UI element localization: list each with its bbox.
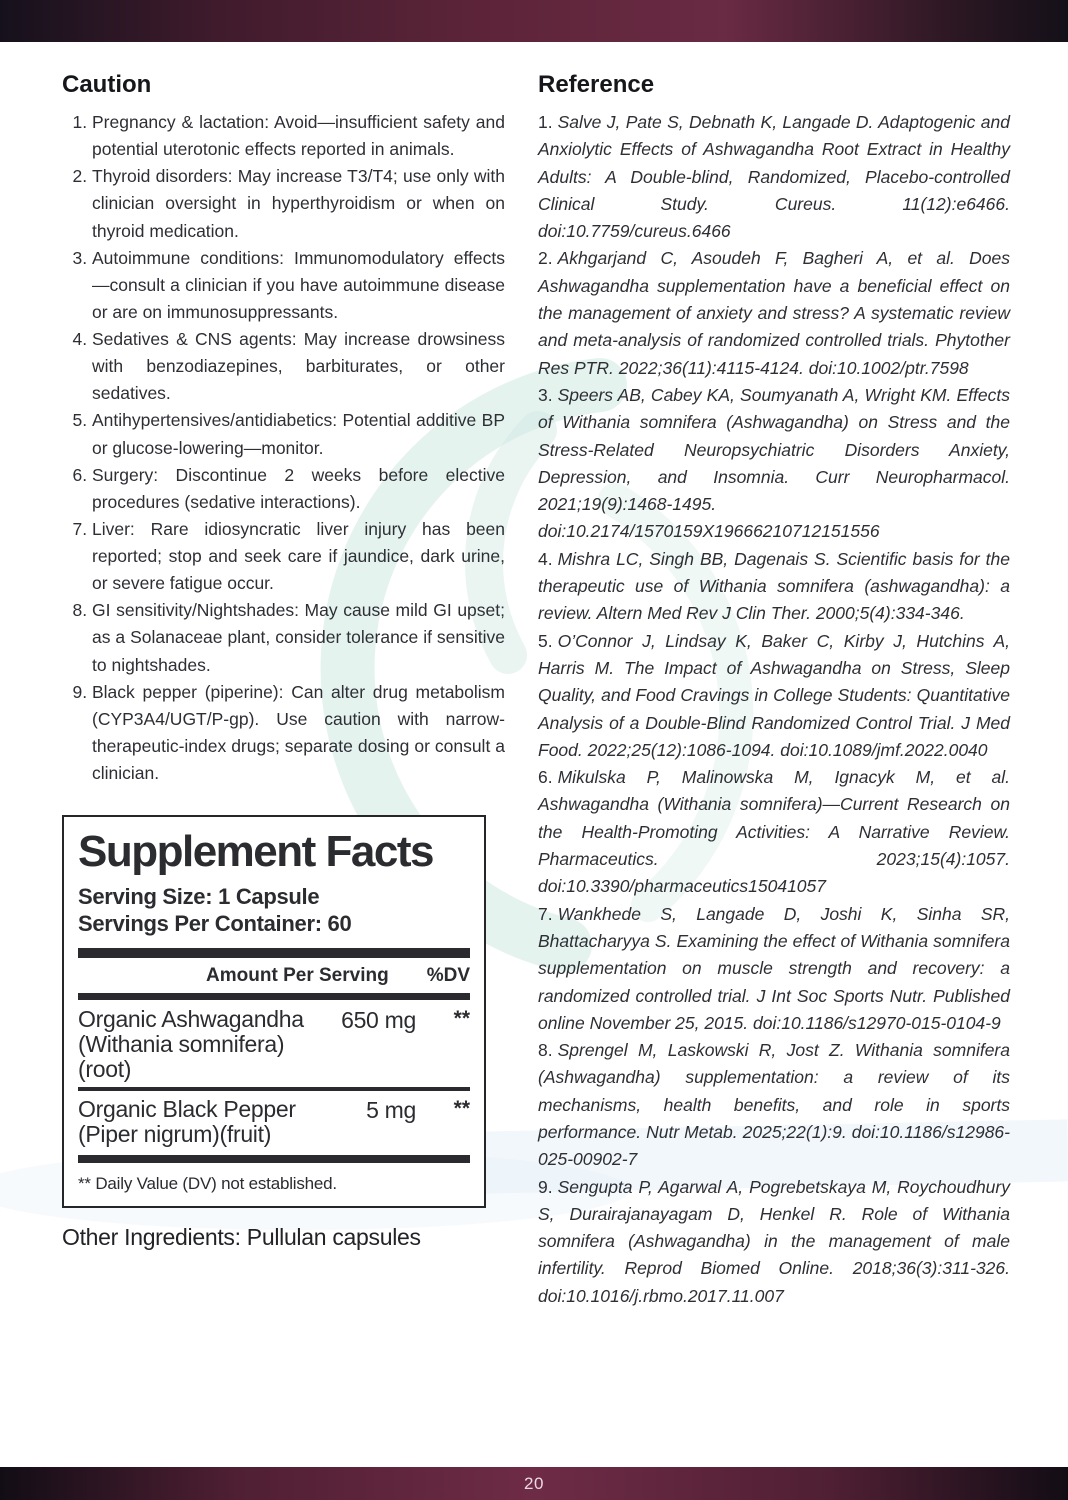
page-number: 20: [524, 1473, 544, 1493]
ingredient-amount: 650 mg: [341, 1006, 416, 1033]
caution-list: [62, 109, 505, 787]
divider-bar: [78, 1155, 470, 1163]
reference-number: 1.: [538, 112, 553, 132]
facts-title: Supplement Facts: [78, 827, 433, 877]
caution-item: 9. Black pepper (piperine): Can alter drug metabolism (CYP3A4/UGT/P-gp). Use caution with narrow-therapeutic-index drugs; separate dosing or consult a clinician.: [92, 679, 505, 788]
reference-text: O’Connor J, Lindsay K, Baker C, Kirby J, Hutchins A, Harris M. The Impact of Ashwagandha on Stress, Sleep Quality, and Food Cravings in College Students: Quantitative Analysis of a Double-Blind Randomized Control Trial. J Med Food. 2022;25(12):1086-1094. doi:10.1089/jmf.2022.0040: [538, 630, 1010, 760]
caution-item: 6. Surgery: Discontinue 2 weeks before elective procedures (sedative interactions).: [92, 462, 505, 516]
reference-item: [538, 546, 1010, 628]
serving-size: Serving Size: 1 Capsule: [78, 883, 320, 909]
facts-header-row: [78, 963, 470, 989]
ingredient-row: [78, 1095, 470, 1151]
reference-text: Salve J, Pate S, Debnath K, Langade D. Adaptogenic and Anxiolytic Effects of Ashwagandha Root Extract in Healthy Adults: A Double-blind, Randomized, Placebo-controlled Clinical Study. Cureus. 11(12):e6466. doi:10.7759/cureus.6466: [538, 112, 1010, 242]
caution-item: 7. Liver: Rare idiosyncratic liver injury has been reported; stop and seek care if jaundice, dark urine, or severe fatigue occur.: [92, 516, 505, 597]
reference-number: 3.: [538, 384, 553, 405]
caution-item: 1. Pregnancy & lactation: Avoid—insufficient safety and potential uterotonic effects reported in animals.: [92, 109, 505, 163]
ingredient-name: Organic Black Pepper: [78, 1096, 296, 1123]
page-footer-bar: [0, 1467, 1068, 1500]
caution-item: 8. GI sensitivity/Nightshades: May cause mild GI upset; as a Solanaceae plant, consider tolerance if sensitive to nightshades.: [92, 597, 505, 678]
divider-bar: [78, 948, 470, 958]
reference-text: Speers AB, Cabey KA, Soumyanath A, Wright KM. Effects of Withania somnifera (Ashwagandha) on Stress and the Stress-Related Neuropsychiatric Disorders Anxiety, Depression, and Insomnia. Curr Neuropharmacol. 2021;19(9):1468-1495. doi:10.2174/1570159X19666210712151556: [538, 384, 1010, 542]
top-border-bar: [0, 0, 1068, 42]
ingredient-detail: (Piper nigrum)(fruit): [78, 1121, 272, 1148]
divider-bar: [78, 1087, 470, 1091]
reference-item: [538, 1174, 1010, 1310]
ingredient-dv: **: [453, 1097, 470, 1121]
reference-number: 9.: [538, 1176, 553, 1197]
reference-item: [538, 628, 1010, 764]
reference-text: Mikulska P, Malinowska M, Ignacyk M, et al. Ashwagandha (Withania somnifera)—Current Research on the Health-Promoting Activities: A Narrative Review. Pharmaceutics. 2023;15(4):1057. doi:10.3390/pharmaceutics15041057: [538, 767, 1010, 897]
reference-item: [538, 245, 1010, 381]
ingredient-detail: (Withania somnifera)(root): [78, 1030, 285, 1082]
page-content: [0, 42, 1068, 1467]
reference-number: 2.: [538, 248, 553, 269]
reference-column: [538, 71, 1010, 1467]
reference-number: 6.: [538, 767, 553, 788]
caution-heading: Caution: [62, 71, 152, 98]
other-ingredients: Other Ingredients: Pullulan capsules: [62, 1224, 421, 1251]
reference-number: 7.: [538, 903, 553, 924]
dv-footnote: ** Daily Value (DV) not established.: [78, 1174, 337, 1194]
divider-bar: [78, 993, 470, 1000]
reference-heading: Reference: [538, 71, 655, 98]
reference-item: [538, 901, 1010, 1037]
supplement-facts-label: [62, 815, 486, 1208]
reference-item: [538, 1037, 1010, 1173]
ingredient-row: [78, 1005, 470, 1085]
caution-item: 3. Autoimmune conditions: Immunomodulatory effects—consult a clinician if you have autoimmune disease or are on immunosuppressants.: [92, 245, 505, 326]
ingredient-dv: **: [453, 1006, 470, 1030]
caution-column: [62, 71, 505, 1467]
servings-per-container: Servings Per Container: 60: [78, 911, 352, 937]
ingredient-amount: 5 mg: [366, 1097, 416, 1124]
reference-text: Sprengel M, Laskowski R, Jost Z. Withania somnifera (Ashwagandha) supplementation: a review of its mechanisms, health benefits, and role in sports performance. Nutr Metab. 2025;22(1):9. doi:10.1186/s12986-025-00902-7: [538, 1040, 1010, 1170]
caution-item: 5. Antihypertensives/antidiabetics: Potential additive BP or glucose-lowering—monitor.: [92, 407, 505, 461]
reference-text: Mishra LC, Singh BB, Dagenais S. Scientific basis for the therapeutic use of Withania somnifera (ashwagandha): a review. Altern Med Rev J Clin Ther. 2000;5(4):334-346.: [538, 548, 1010, 624]
caution-item: 4. Sedatives & CNS agents: May increase drowsiness with benzodiazepines, barbiturates, or other sedatives.: [92, 326, 505, 407]
reference-item: [538, 382, 1010, 546]
reference-item: [538, 764, 1010, 900]
reference-number: 4.: [538, 548, 553, 569]
reference-text: Sengupta P, Agarwal A, Pogrebetskaya M, Roychoudhury S, Durairajanayagam D, Henkel R. Role of Withania somnifera (Ashwagandha) in the management of male infertility. Reprod Biomed Online. 2018;36(3):311-326. doi:10.1016/j.rbmo.2017.11.007: [538, 1176, 1010, 1306]
reference-number: 8.: [538, 1040, 553, 1061]
caution-item: 2. Thyroid disorders: May increase T3/T4; use only with clinician oversight in hyperthyroidism or when on thyroid medication.: [92, 163, 505, 244]
reference-text: Wankhede S, Langade D, Joshi K, Sinha SR, Bhattacharyya S. Examining the effect of Withania somnifera supplementation on muscle strength and recovery: a randomized controlled trial. J Int Soc Sports Nutr. Published online November 25, 2015. doi:10.1186/s12970-015-0104-9: [538, 903, 1010, 1033]
ingredient-name: Organic Ashwagandha: [78, 1005, 304, 1032]
amount-per-serving-header: Amount Per Serving: [206, 964, 389, 986]
reference-number: 5.: [538, 630, 553, 651]
reference-text: Akhgarjand C, Asoudeh F, Bagheri A, et al. Does Ashwagandha supplementation have a beneficial effect on the management of anxiety and stress? A systematic review and meta-analysis of randomized controlled trials. Phytother Res PTR. 2022;36(11):4115-4124. doi:10.1002/ptr.7598: [538, 248, 1010, 378]
dv-header: %DV: [426, 964, 470, 986]
reference-item: [538, 109, 1010, 245]
